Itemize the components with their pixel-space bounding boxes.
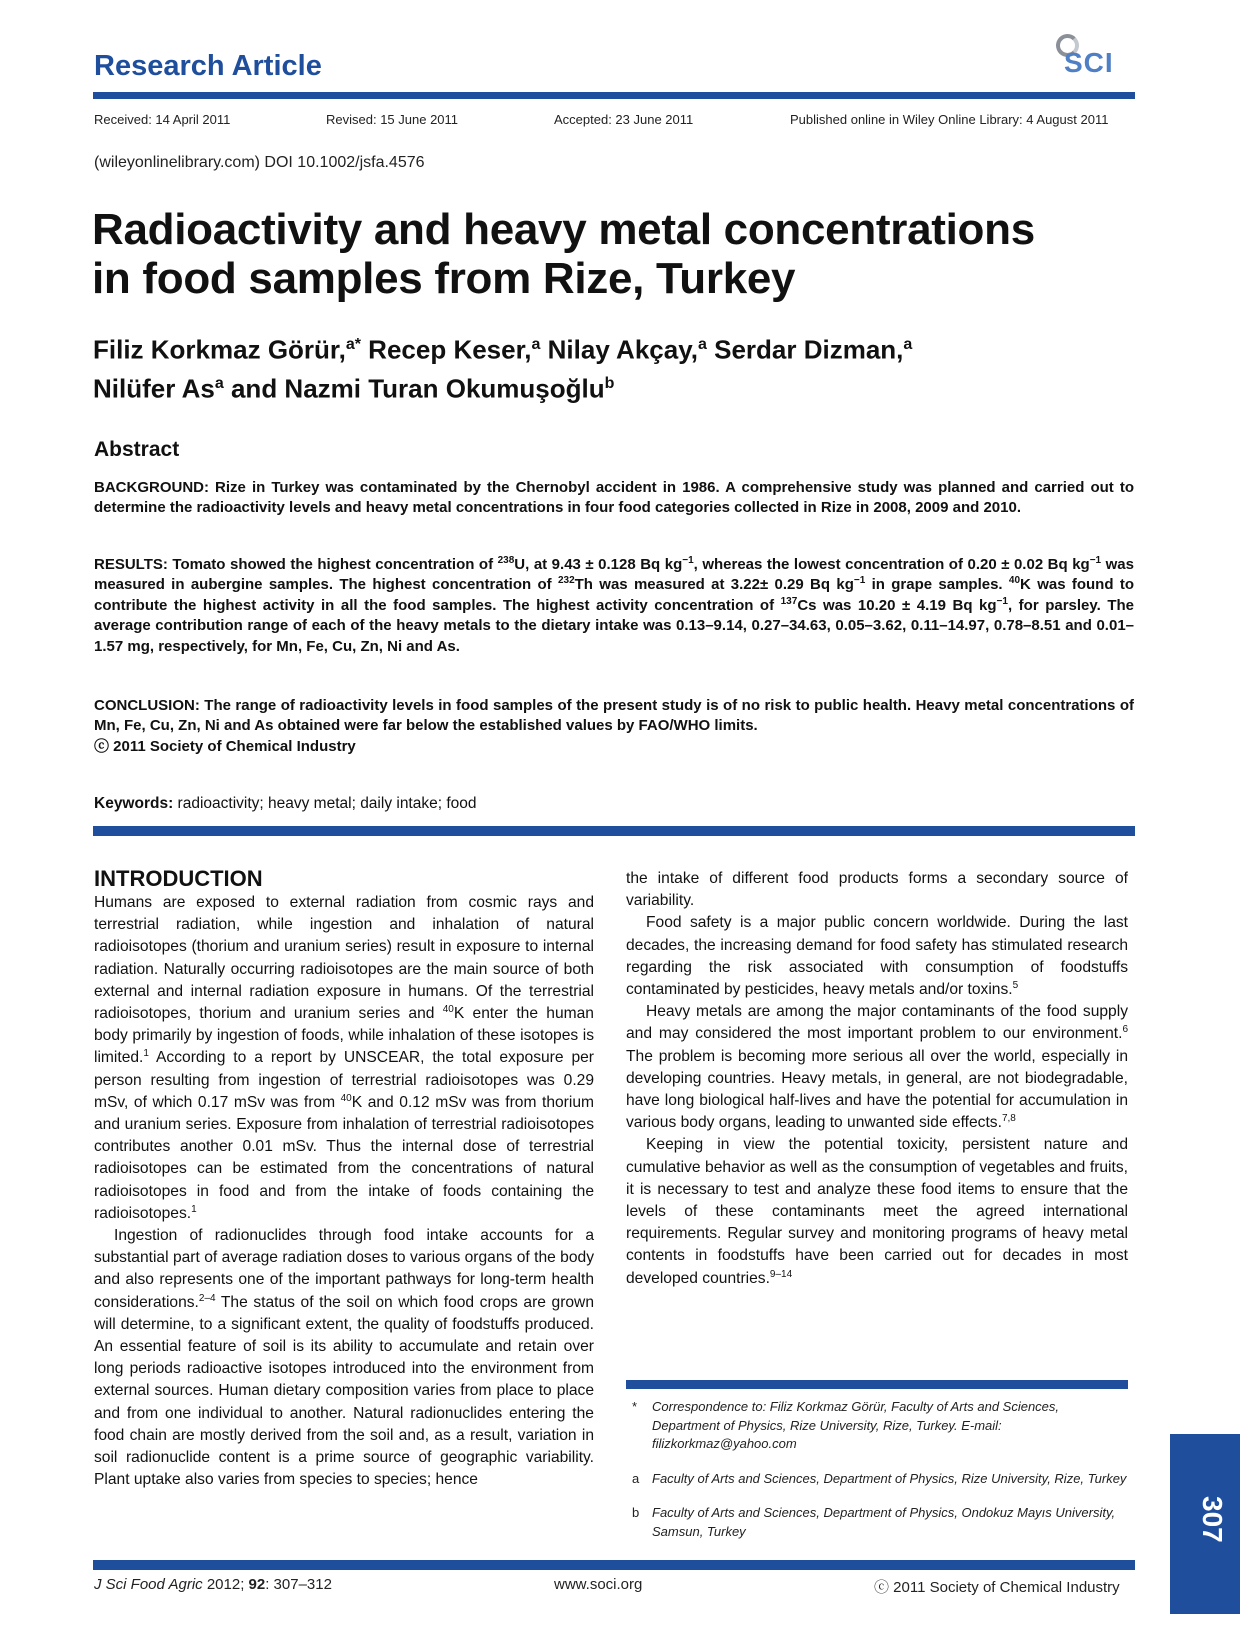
footer-copyright: ⓒ 2011 Society of Chemical Industry bbox=[874, 1579, 1120, 1596]
citation-ref: 7,8 bbox=[1001, 1113, 1016, 1125]
page-number-tab bbox=[1170, 1434, 1240, 1614]
body-text: Heavy metals are among the major contaminants of the food supply and may considered the most important problem to our environment. bbox=[626, 1003, 1128, 1043]
intro-paragraph-1 bbox=[94, 892, 594, 1225]
unit-exponent: −1 bbox=[853, 575, 866, 587]
author-name: Recep Keser, bbox=[360, 334, 532, 365]
journal-volume: 92 bbox=[248, 1576, 266, 1593]
body-text: K enter the human body primarily by ingestion of foods, while inhalation of these isotopes is limited. bbox=[94, 1005, 594, 1067]
introduction-heading: INTRODUCTION bbox=[94, 866, 263, 891]
intro-paragraph-3 bbox=[626, 912, 1128, 1001]
affiliation-a bbox=[626, 1470, 1128, 1489]
citation-ref: 6 bbox=[1122, 1024, 1128, 1036]
keywords-text: radioactivity; heavy metal; daily intake; food bbox=[173, 795, 477, 812]
affiliation-mark: b bbox=[604, 374, 615, 392]
abstract-results bbox=[94, 555, 1134, 657]
received-date: Received: 14 April 2011 bbox=[94, 112, 231, 127]
author-name: Serdar Dizman, bbox=[706, 334, 904, 365]
conclusion-text: CONCLUSION: The range of radioactivity levels in food samples of the present study is of no risk to public health. Heavy metal concentrations of Mn, Fe, Cu, Zn, Ni and As obtained were far below the established values by FAO/WHO limits. bbox=[94, 697, 1134, 735]
body-text: Ingestion of radionuclides through food intake accounts for a substantial part of average radiation doses to various organs of the body and also represents one of the important pathways for long-term health considerations. bbox=[94, 1227, 594, 1311]
footnote-mark: b bbox=[632, 1505, 640, 1520]
journal-year: 2012; bbox=[202, 1576, 249, 1593]
accepted-date: Accepted: 23 June 2011 bbox=[554, 112, 694, 127]
results-text: K was found to contribute the highest activity in all the food samples. The highest activity concentration of bbox=[94, 576, 1134, 614]
intro-paragraph-2 bbox=[94, 1225, 594, 1491]
abstract-background: BACKGROUND: Rize in Turkey was contaminated by the Chernobyl accident in 1986. A comprehensive study was planned and carried out to determine the radioactivity levels and heavy metal concentrations in four food categories collected in Rize in 2008, 2009 and 2010. bbox=[94, 479, 1134, 517]
citation-ref: 1 bbox=[143, 1048, 149, 1060]
article-type-label: Research Article bbox=[94, 50, 322, 82]
results-text: , whereas the lowest concentration of 0.20 ± 0.02 Bq kg bbox=[693, 556, 1090, 573]
left-column bbox=[94, 892, 594, 1491]
logo-text: SCI bbox=[1064, 47, 1114, 78]
body-text: According to a report by UNSCEAR, the total exposure per person resulting from ingestion of terrestrial radioisotopes was 0.29 mSv, of which 0.17 mSv was from bbox=[94, 1049, 594, 1111]
footnote-text: Faculty of Arts and Sciences, Department of Physics, Ondokuz Mayıs University, Samsun, Turkey bbox=[652, 1505, 1116, 1539]
footer-rule bbox=[93, 1560, 1135, 1570]
intro-paragraph-4 bbox=[626, 1001, 1128, 1134]
keywords-line bbox=[94, 795, 477, 813]
sci-logo bbox=[1048, 30, 1128, 85]
results-text: in grape samples. bbox=[865, 576, 1009, 594]
author-name: Nilüfer As bbox=[93, 373, 215, 404]
abstract-copyright: ⓒ 2011 Society of Chemical Industry bbox=[94, 737, 356, 755]
unit-exponent: −1 bbox=[996, 595, 1008, 607]
abstract-rule bbox=[93, 826, 1135, 836]
page-number: 307 bbox=[1197, 1496, 1228, 1543]
citation-ref: 5 bbox=[1012, 979, 1019, 991]
author-name: Filiz Korkmaz Görür, bbox=[93, 334, 346, 365]
results-text: was measured in aubergine samples. The highest concentration of bbox=[94, 556, 1134, 594]
isotope-mass: 40 bbox=[1008, 575, 1021, 587]
journal-name: J Sci Food Agric bbox=[94, 1576, 203, 1593]
title-line-2: in food samples from Rize, Turkey bbox=[92, 254, 796, 303]
published-date: Published online in Wiley Online Library: 4 August 2011 bbox=[790, 112, 1109, 127]
correspondence-note bbox=[626, 1398, 1128, 1454]
results-text: U, at 9.43 ± 0.128 Bq kg bbox=[514, 556, 683, 573]
revised-date: Revised: 15 June 2011 bbox=[326, 112, 459, 127]
paper-title bbox=[92, 205, 1172, 303]
affiliation-mark: a* bbox=[345, 336, 361, 353]
isotope-mass: 137 bbox=[780, 595, 798, 607]
affiliation-mark: a bbox=[697, 336, 707, 353]
footnote-mark: a bbox=[632, 1470, 640, 1486]
affiliation-mark: a bbox=[903, 336, 913, 353]
body-text: Food safety is a major public concern worldwide. During the last decades, the increasing demand for food safety has stimulated research regarding the risk associated with consumption of foodstuffs contaminated by pesticides, heavy metals and/or toxins. bbox=[626, 914, 1128, 999]
author-list bbox=[93, 328, 1153, 405]
right-column bbox=[626, 868, 1128, 1290]
title-line-1: Radioactivity and heavy metal concentrations bbox=[92, 205, 1035, 254]
isotope-mass: 40 bbox=[340, 1092, 352, 1104]
footnotes bbox=[626, 1398, 1128, 1557]
body-text: The problem is becoming more serious all over the world, especially in developing countries. Heavy metals, in general, are not biodegradable, have long biological half-lives and have the potential for accumulation in various body organs, leading to unwanted side effects. bbox=[626, 1047, 1128, 1132]
author-name: and Nazmi Turan Okumuşoğlu bbox=[223, 373, 605, 404]
body-text: K and 0.12 mSv was from thorium and uranium series. Exposure from inhalation of terrestrial radioisotopes contributes another 0.01 mSv. Thus the internal dose of terrestrial radioisotopes can be estimated from the concentrations of natural radioisotopes in food and from the intake of foods containing the radioisotopes. bbox=[94, 1093, 594, 1222]
doi-line: (wileyonlinelibrary.com) DOI 10.1002/jsfa.4576 bbox=[94, 154, 425, 171]
body-text: The status of the soil on which food crops are grown will determine, to a significant extent, the quality of foodstuffs produced. An essential feature of soil is its ability to accumulate and retain over long periods radioactive isotopes introduced into the environment from external sources. Human dietary composition varies from place to place and from one individual to another. Natural radionuclides entering the food chain are mostly derived from the soil and, as a result, variation in soil radionuclide content is a prime source of geographic variability. Plant uptake also varies from species to species; hence bbox=[94, 1293, 594, 1489]
isotope-mass: 40 bbox=[442, 1003, 454, 1015]
results-text: RESULTS: Tomato showed the highest concentration of bbox=[94, 556, 498, 573]
results-text: , for parsley. The average contribution range of each of the heavy metals to the dietary intake was 0.13–9.14, 0.27–34.63, 0.05–3.62, 0.11–14.97, 0.78–8.51 and 0.01–1.57 mg, respectively, for Mn, Fe, Cu, Zn, Ni and As. bbox=[94, 596, 1134, 655]
abstract-heading: Abstract bbox=[94, 438, 180, 461]
affiliation-mark: a bbox=[214, 374, 224, 392]
citation-ref: 2–4 bbox=[198, 1292, 216, 1304]
footnote-text: Faculty of Arts and Sciences, Department of Physics, Rize University, Rize, Turkey bbox=[652, 1470, 1127, 1486]
unit-exponent: −1 bbox=[682, 555, 694, 566]
journal-citation bbox=[94, 1576, 332, 1593]
intro-paragraph-5 bbox=[626, 1134, 1128, 1289]
unit-exponent: −1 bbox=[1089, 555, 1102, 566]
header-rule bbox=[93, 92, 1135, 99]
footnote-text: Correspondence to: Filiz Korkmaz Görür, Faculty of Arts and Sciences, Department of Physics, Rize University, Rize, Turkey. E-mail: filizkorkmaz@yahoo.com bbox=[652, 1399, 1060, 1451]
citation-ref: 9–14 bbox=[769, 1268, 793, 1280]
footnote-rule bbox=[626, 1380, 1128, 1389]
isotope-mass: 232 bbox=[557, 575, 575, 587]
abstract-conclusion bbox=[94, 696, 1134, 757]
body-text: Humans are exposed to external radiation from cosmic rays and terrestrial radiation, while ingestion and inhalation of natural radioisotopes (thorium and uranium series) result in exposure to internal radiation. Naturally occurring radioisotopes are the main source of both external and internal radiation exposure in humans. Of the terrestrial radioisotopes, thorium and uranium series and bbox=[94, 894, 594, 1023]
affiliation-mark: a bbox=[531, 336, 541, 353]
keywords-label: Keywords: bbox=[94, 795, 174, 812]
footnote-mark: * bbox=[632, 1399, 638, 1414]
results-text: Th was measured at 3.22± 0.29 Bq kg bbox=[574, 576, 854, 594]
body-text: Keeping in view the potential toxicity, persistent nature and cumulative behavior as well as the consumption of vegetables and fruits, it is necessary to test and analyze these food items to ensure that the levels of these contaminants meet the agreed international requirements. Regular survey and monitoring programs of heavy metal contents in foodstuffs have been carried out for decades in most developed countries. bbox=[626, 1136, 1128, 1287]
isotope-mass: 238 bbox=[497, 555, 515, 566]
author-name: Nilay Akçay, bbox=[540, 334, 698, 365]
results-text: Cs was 10.20 ± 4.19 Bq kg bbox=[797, 596, 997, 614]
intro-paragraph-2-continued: the intake of different food products forms a secondary source of variability. bbox=[626, 870, 1128, 910]
affiliation-b bbox=[626, 1504, 1128, 1541]
website-link[interactable]: www.soci.org bbox=[554, 1576, 643, 1593]
journal-pages: : 307–312 bbox=[265, 1576, 332, 1593]
citation-ref: 1 bbox=[191, 1203, 197, 1215]
